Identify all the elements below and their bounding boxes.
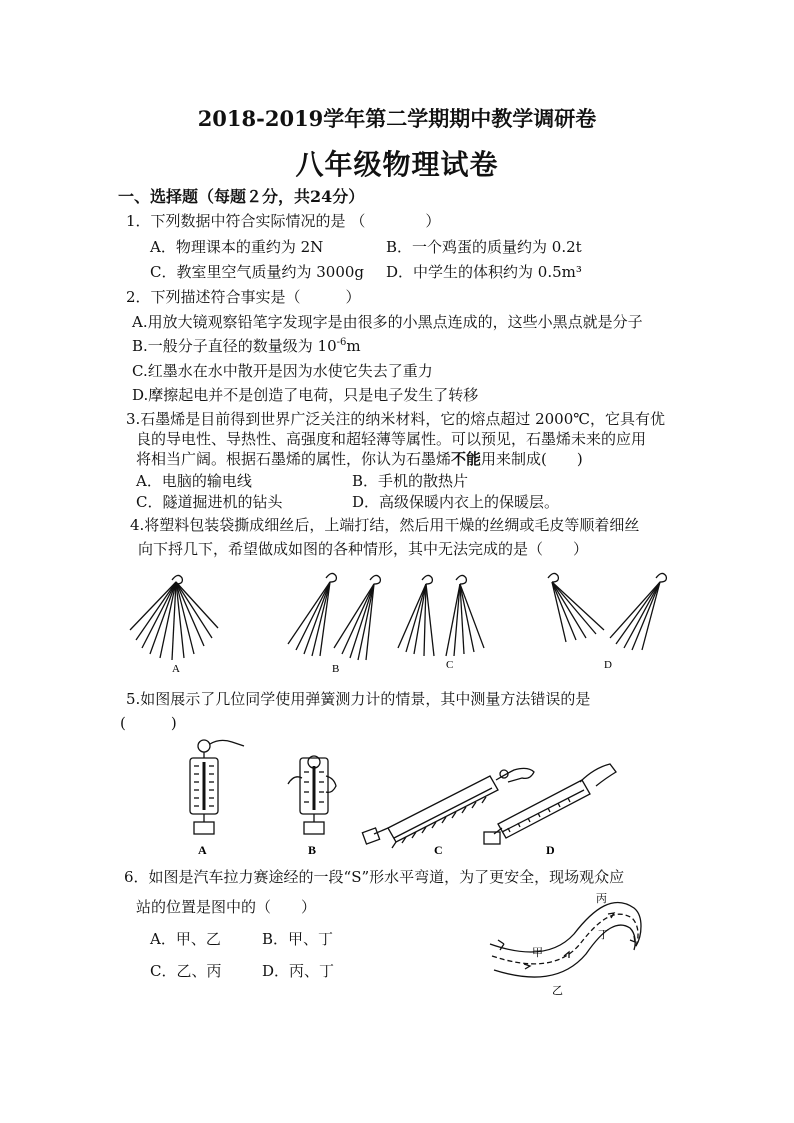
q6-line1: 6．如图是汽车拉力赛途经的一段“S”形水平弯道，为了更安全，现场观众应 [124, 868, 625, 886]
q4-figure-a [130, 575, 218, 660]
q6-s-road-figure [484, 884, 654, 1002]
q1-option-b: B．一个鸡蛋的质量约为 0.2t [386, 238, 582, 256]
q4-label-a: A [172, 663, 180, 675]
q4-figure-b [288, 573, 380, 660]
q5-figure-a [190, 740, 244, 834]
q3-option-c: C．隧道掘进机的钻头 [136, 493, 283, 511]
q5-line1: 5.如图展示了几位同学使用弹簧测力计的情景，其中测量方法错误的是 [126, 690, 591, 708]
q3-option-b: B．手机的散热片 [352, 472, 469, 490]
q4-figure-d [548, 573, 666, 650]
q4-label-d: D [604, 659, 612, 671]
q6-fig-label-bing: 丙 [596, 893, 607, 905]
q2-option-d: D.摩擦起电并不是创造了电荷，只是电子发生了转移 [132, 386, 479, 404]
q2-option-a: A.用放大镜观察铅笔字发现字是由很多的小黑点连成的，这些小黑点就是分子 [132, 313, 643, 331]
q5-line2: ( ) [120, 714, 177, 732]
q3-line3: 将相当广阔。根据石墨烯的属性，你认为石墨烯不能用来制成( ) [136, 450, 583, 468]
q5-label-d: D [546, 843, 555, 857]
q4-figure [120, 568, 680, 680]
q6-line2: 站的位置是图中的（ ） [136, 898, 317, 916]
q1-stem: 1．下列数据中符合实际情况的是 （ ） [126, 212, 441, 230]
q6-fig-label-jia: 甲 [532, 947, 543, 959]
q2-option-c: C.红墨水在水中散开是因为水使它失去了重力 [132, 362, 433, 380]
q5-figure-c [362, 768, 534, 848]
q6-option-d: D．丙、丁 [262, 962, 335, 980]
q5-figure-b [288, 756, 336, 834]
q6-option-c: C．乙、丙 [150, 962, 222, 980]
q3-line2: 良的导电性、导热性、高强度和超轻薄等属性。可以预见，石墨烯未来的应用 [136, 430, 647, 448]
section-title: 一、选择题（每题２分，共24分） [118, 187, 365, 206]
q1-option-d: D．中学生的体积约为 0.5m³ [386, 263, 582, 281]
q6-option-b: B．甲、丁 [262, 930, 334, 948]
q6-fig-label-ding: 丁 [598, 929, 609, 941]
q4-figure-c [398, 575, 484, 656]
q4-line2: 向下捋几下，希望做成如图的各种情形，其中无法完成的是（ ） [138, 540, 589, 558]
q5-figure [180, 736, 620, 860]
q4-label-b: B [332, 663, 340, 675]
q1-option-a: A．物理课本的重约为 2N [150, 238, 324, 256]
exam-title-line2: 八年级物理试卷 [295, 148, 499, 181]
q6-option-a: A．甲、乙 [150, 930, 221, 948]
q4-label-c: C [446, 659, 454, 671]
q2-option-b: B.一般分子直径的数量级为 $10^{-6}m$ [132, 337, 361, 355]
q3-option-d: D．高级保暖内衣上的保暖层。 [352, 493, 560, 511]
q2-stem: 2．下列描述符合事实是（ ） [126, 288, 361, 306]
q5-label-c: C [434, 843, 443, 857]
q3-line1: 3.石墨烯是目前得到世界广泛关注的纳米材料，它的熔点超过 2000℃，它具有优 [126, 410, 666, 428]
q6-fig-label-yi: 乙 [552, 985, 563, 997]
q1-option-c: C．教室里空气质量约为 3000g [150, 263, 365, 281]
q3-option-a: A．电脑的输电线 [136, 472, 252, 490]
q4-line1: 4.将塑料包装袋撕成细丝后，上端打结，然后用干燥的丝绸或毛皮等顺着细丝 [130, 516, 640, 534]
exam-title-line1: 2018-2019学年第二学期期中教学调研卷 [197, 106, 597, 131]
q5-label-b: B [308, 843, 317, 857]
q5-label-a: A [198, 843, 207, 857]
